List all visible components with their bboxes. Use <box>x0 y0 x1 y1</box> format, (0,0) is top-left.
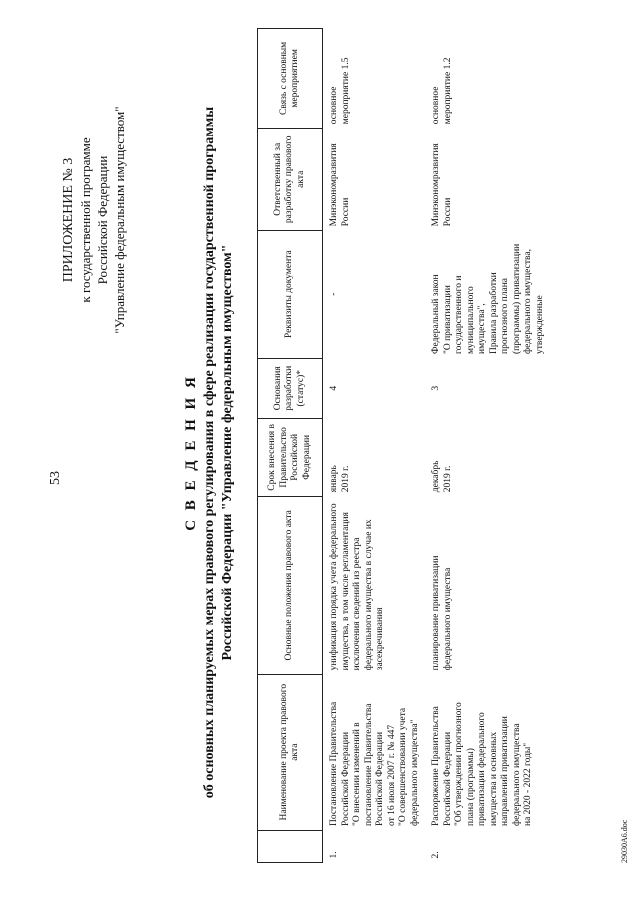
cell-link: основное мероприятие 1.5 <box>329 57 351 125</box>
header-name: Наименование проекта правового акта <box>258 674 323 830</box>
title-line: Российской Федерации "Управление федеральным имуществом" <box>220 244 235 661</box>
cell-num: 2. <box>431 851 441 859</box>
cell-basis: 4 <box>329 385 339 391</box>
table-row <box>323 29 426 863</box>
cell-name: Постановление Правительства Российской Федерации "О внесении изменений в постановление Правительства Российской Федерации от 16 июля 2007 г. № 447 "О совершенствовании учета федерального имущества" <box>329 701 420 827</box>
page-number: 53 <box>48 471 63 485</box>
header-provisions: Основные положения правового акта <box>258 496 323 674</box>
cell-provisions: унификация порядка учета федерального имущества, в том числе регламентация исключения сведений из реестра федерального имущества в случае их засекречивания <box>329 503 385 671</box>
appendix-line: к государственной программе <box>78 137 93 303</box>
header-link: Связь с основным мероприятием <box>258 29 323 129</box>
cell-deadline: январь 2019 г. <box>329 465 351 493</box>
appendix-line: Российской Федерации <box>95 155 110 285</box>
table-row <box>425 29 550 863</box>
header-details: Реквизиты документа <box>258 230 323 358</box>
cell-link: основное мероприятие 1.2 <box>431 57 453 125</box>
cell-name: Распоряжение Правительства Российской Федерации "Об утверждении прогнозного плана (программы) приватизации федерального имущества и основных направлений приватизации федерального имущества на 2020 - 2022 годы" <box>431 702 533 827</box>
cell-responsible: Минэкономразвития России <box>431 143 453 227</box>
cell-provisions: планирование приватизации федерального имущества <box>431 555 453 671</box>
appendix-title: ПРИЛОЖЕНИЕ № 3 <box>61 157 76 283</box>
cell-details: Федеральный закон "О приватизации государственного и муниципального имущества", Правила разработки прогнозного плана (программы) приватизации федерального имущества, утвержденные <box>431 243 545 355</box>
cell-num: 1. <box>329 851 339 859</box>
header-responsible: Ответственный за разработку правового акта <box>258 128 323 230</box>
file-name-footer: 29030А6.doc <box>620 819 629 863</box>
appendix-line: "Управление федеральным имуществом" <box>112 106 127 334</box>
header-basis: Основания разработки (статус)* <box>258 358 323 418</box>
header-deadline: Срок внесения в Правительство Российской Федерации <box>258 419 323 497</box>
measures-table <box>257 28 550 863</box>
cell-basis: 3 <box>431 385 441 391</box>
header-num <box>258 830 323 862</box>
cell-deadline: декабрь 2019 г. <box>431 460 453 493</box>
appendix-block <box>60 55 128 385</box>
cell-details: - <box>329 292 339 296</box>
document-title <box>183 60 236 845</box>
title-line: об основных планируемых мерах правового регулирования в сфере реализации государственной программы <box>202 106 217 799</box>
cell-responsible: Минэкономразвития России <box>329 143 351 227</box>
table-header-row <box>258 29 323 863</box>
title-heading: С В Е Д Е Н И Я <box>183 374 199 531</box>
